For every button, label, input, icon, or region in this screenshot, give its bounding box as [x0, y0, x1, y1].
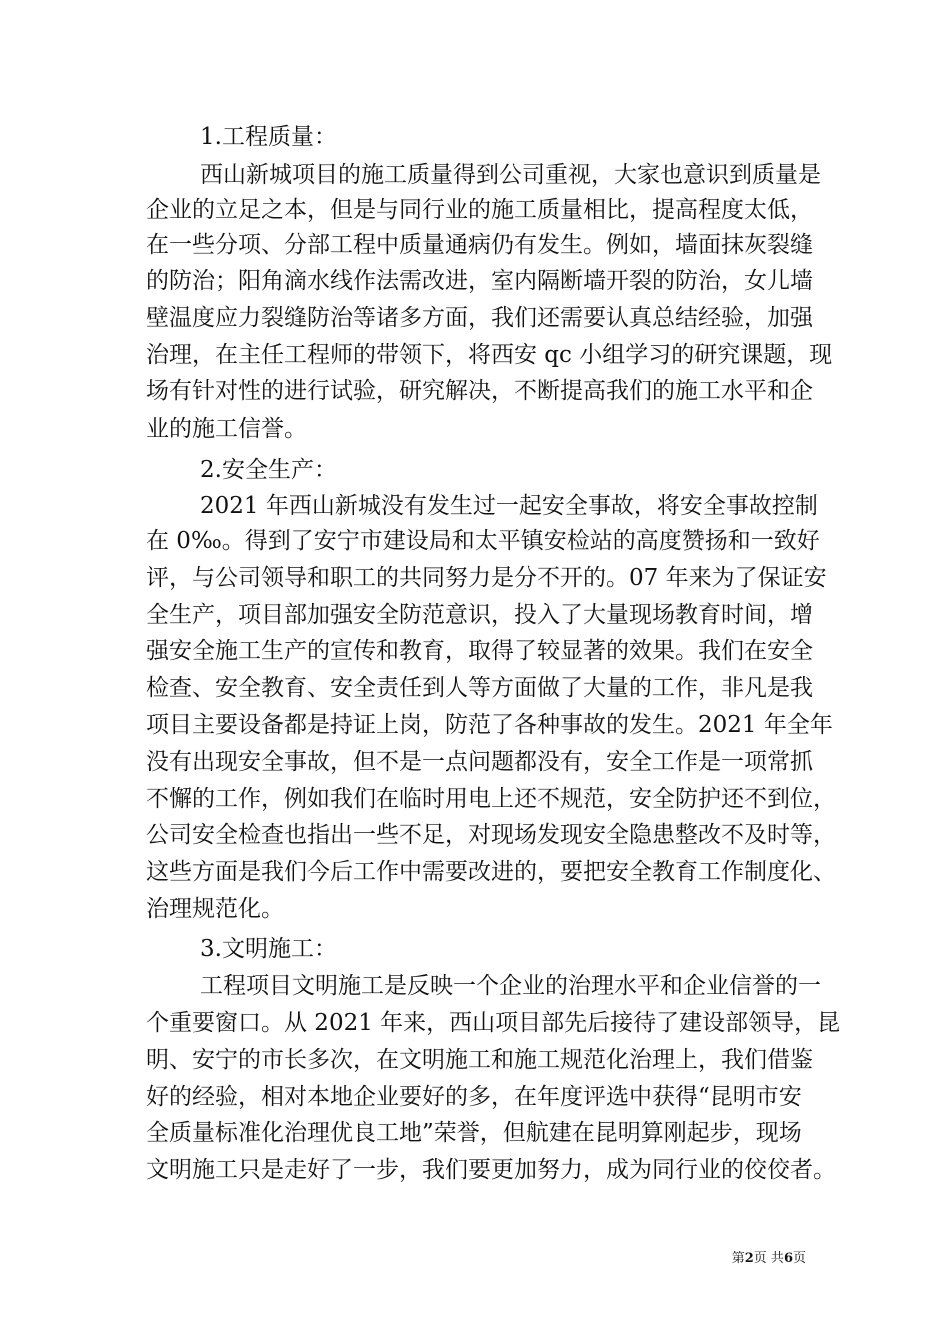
- paragraph-line: 的防治；阳角滴水线作法需改进，室内隔断墙开裂的防治，女儿墙: [146, 268, 813, 294]
- paragraph-line: 好的经验，相对本地企业要好的多，在年度评选中获得“昆明市安: [146, 1084, 802, 1110]
- paragraph-line: 文明施工只是走好了一步，我们要更加努力，成为同行业的佼佼者。: [146, 1157, 836, 1183]
- total-page-number: 6: [783, 1251, 793, 1266]
- paragraph-line: 在 0‰。得到了安宁市建设局和太平镇安检站的高度赞扬和一致好: [146, 528, 820, 554]
- paragraph-line: 强安全施工生产的宣传和教育，取得了较显著的效果。我们在安全: [146, 638, 813, 664]
- section-heading-civilized: 3.文明施工：: [200, 936, 337, 962]
- paragraph-line: 没有出现安全事故，但不是一点问题都没有，安全工作是一项常抓: [146, 749, 813, 775]
- current-page-number: 2: [744, 1251, 754, 1266]
- paragraph-line: 全质量标准化治理优良工地”荣誉，但航建在昆明算刚起步，现场: [146, 1120, 802, 1146]
- paragraph-line: 壁温度应力裂缝防治等诸多方面，我们还需要认真总结经验，加强: [146, 305, 813, 331]
- paragraph-line: 治理规范化。: [146, 896, 284, 922]
- footer-suffix: 页: [792, 1251, 806, 1266]
- paragraph-line: 这些方面是我们今后工作中需要改进的，要把安全教育工作制度化、: [146, 859, 836, 885]
- paragraph-line: 工程项目文明施工是反映一个企业的治理水平和企业信誉的一: [200, 973, 821, 999]
- paragraph-line: 业的施工信誉。: [146, 416, 307, 442]
- paragraph-line: 公司安全检查也指出一些不足，对现场发现安全隐患整改不及时等，: [146, 822, 836, 848]
- paragraph-line: 不懈的工作，例如我们在临时用电上还不规范，安全防护还不到位，: [146, 786, 836, 812]
- paragraph-line: 个重要窗口。从 2021 年来，西山项目部先后接待了建设部领导，昆: [146, 1010, 841, 1036]
- paragraph-line: 西山新城项目的施工质量得到公司重视，大家也意识到质量是: [200, 162, 821, 188]
- section-heading-quality: 1.工程质量：: [200, 124, 337, 150]
- paragraph-line: 评，与公司领导和职工的共同努力是分不开的。07 年来为了保证安: [146, 565, 827, 591]
- paragraph-line: 全生产，项目部加强安全防范意识，投入了大量现场教育时间，增: [146, 602, 813, 628]
- paragraph-line: 场有针对性的进行试验，研究解决，不断提高我们的施工水平和企: [146, 378, 813, 404]
- paragraph-line: 检查、安全教育、安全责任到人等方面做了大量的工作，非凡是我: [146, 675, 813, 701]
- page-number-footer: [732, 1251, 806, 1267]
- section-heading-safety: 2.安全生产：: [200, 457, 337, 483]
- paragraph-line: 治理，在主任工程师的带领下，将西安 qc 小组学习的研究课题，现: [146, 342, 833, 368]
- paragraph-line: 企业的立足之本，但是与同行业的施工质量相比，提高程度太低，: [146, 197, 813, 223]
- paragraph-line: 项目主要设备都是持证上岗，防范了各种事故的发生。2021 年全年: [146, 712, 833, 738]
- footer-middle: 页 共: [753, 1251, 784, 1266]
- paragraph-line: 2021 年西山新城没有发生过一起安全事故，将安全事故控制: [200, 493, 818, 519]
- paragraph-line: 明、安宁的市长多次，在文明施工和施工规范化治理上，我们借鉴: [146, 1047, 813, 1073]
- paragraph-line: 在一些分项、分部工程中质量通病仍有发生。例如，墙面抹灰裂缝: [146, 232, 813, 258]
- footer-prefix: 第: [731, 1251, 745, 1266]
